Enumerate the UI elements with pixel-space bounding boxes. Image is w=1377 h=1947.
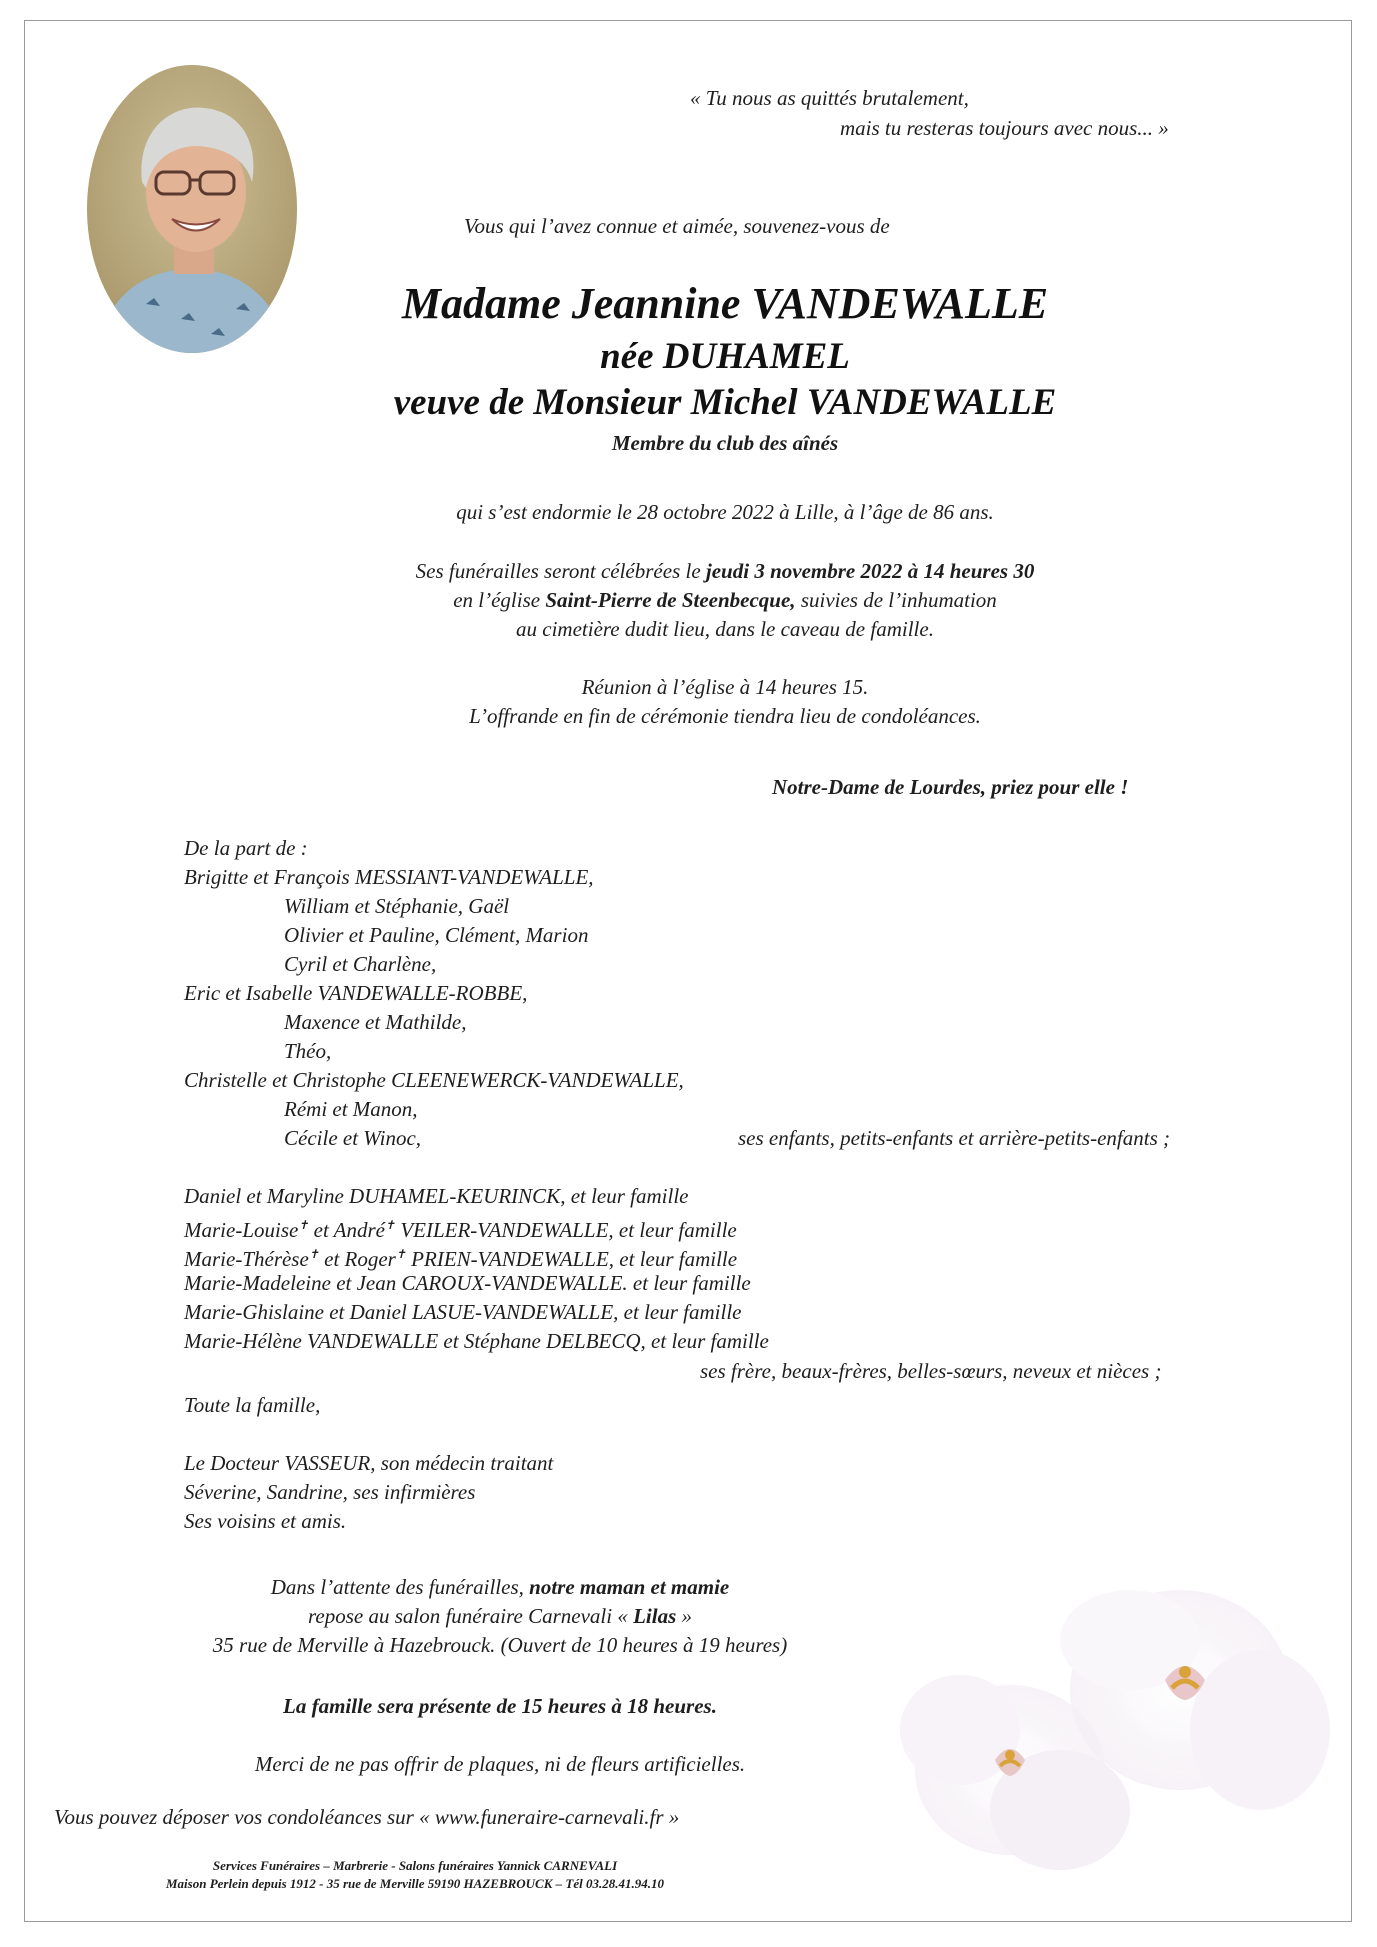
- family-member-line: Maxence et Mathilde,: [284, 1010, 467, 1034]
- sibling-3: Marie-Thérèse✝ et Roger✝ PRIEN-VANDEWALLE, et leur famille: [184, 1247, 738, 1271]
- children-label: ses enfants, petits-enfants et arrière-petits-enfants ;: [738, 1126, 1170, 1150]
- epitaph: [690, 83, 1250, 143]
- rest-line-2: repose au salon funéraire Carnevali « Lilas »: [307, 1604, 692, 1628]
- family-member-line: Rémi et Manon,: [284, 1097, 418, 1121]
- no-flowers: Merci de ne pas offrir de plaques, ni de fleurs artificielles.: [254, 1752, 746, 1776]
- family-presence: La famille sera présente de 15 heures à 18 heures.: [283, 1694, 717, 1718]
- salon-name: Lilas: [633, 1604, 677, 1628]
- footer-line-2: Maison Perlein depuis 1912 - 35 rue de Merville 59190 HAZEBROUCK – Tél 03.28.41.94.10: [166, 1876, 664, 1891]
- meeting-line-2: L’offrande en fin de cérémonie tiendra lieu de condoléances.: [469, 704, 981, 728]
- maiden-name: née DUHAMEL: [600, 336, 850, 377]
- funeral-line-1: Ses funérailles seront célébrées le jeudi 3 novembre 2022 à 14 heures 30: [415, 559, 1035, 583]
- family-member-line: William et Stéphanie, Gaël: [284, 894, 510, 918]
- sibling-6: Marie-Hélène VANDEWALLE et Stéphane DELBECQ, et leur famille: [184, 1329, 769, 1353]
- sibling-5: Marie-Ghislaine et Daniel LASUE-VANDEWALLE, et leur famille: [184, 1300, 742, 1324]
- family-member-line: Olivier et Pauline, Clément, Marion: [284, 923, 589, 947]
- cross-icon: ✝: [395, 1247, 406, 1261]
- cross-icon: ✝: [308, 1247, 319, 1261]
- funeral-church: Saint-Pierre de Steenbecque,: [545, 588, 796, 612]
- family-member-line: Brigitte et François MESSIANT-VANDEWALLE,: [184, 865, 594, 889]
- sibling-2: Marie-Louise✝ et André✝ VEILER-VANDEWALLE, et leur famille: [184, 1218, 737, 1242]
- deceased-name: Madame Jeannine VANDEWALLE: [401, 279, 1049, 328]
- prayer: Notre-Dame de Lourdes, priez pour elle !: [772, 775, 1129, 799]
- footer-line-1: Services Funéraires – Marbrerie - Salons funéraires Yannick CARNEVALI: [212, 1858, 618, 1873]
- condolences-line: Vous pouvez déposer vos condoléances sur « www.funeraire-carnevali.fr »: [54, 1805, 680, 1829]
- cross-icon: ✝: [385, 1218, 396, 1232]
- sibling-1: Daniel et Maryline DUHAMEL-KEURINCK, et leur famille: [184, 1184, 689, 1208]
- other-2: Séverine, Sandrine, ses infirmières: [184, 1480, 476, 1504]
- intro-line: Vous qui l’avez connue et aimée, souvenez-vous de: [464, 214, 890, 238]
- funeral-date: jeudi 3 novembre 2022 à 14 heures 30: [705, 559, 1035, 583]
- rest-family: notre maman et mamie: [529, 1575, 730, 1599]
- family-member-line: Christelle et Christophe CLEENEWERCK-VANDEWALLE,: [184, 1068, 684, 1092]
- rest-line-1: Dans l’attente des funérailles, notre maman et mamie: [270, 1575, 730, 1599]
- rest-line-3: 35 rue de Merville à Hazebrouck. (Ouvert de 10 heures à 19 heures): [212, 1633, 788, 1657]
- death-notice: qui s’est endormie le 28 octobre 2022 à Lille, à l’âge de 86 ans.: [456, 500, 994, 524]
- cross-icon: ✝: [298, 1218, 309, 1232]
- all-family: Toute la famille,: [184, 1393, 321, 1417]
- other-1: Le Docteur VASSEUR, son médecin traitant: [184, 1451, 554, 1475]
- family-member-line: Eric et Isabelle VANDEWALLE-ROBBE,: [184, 981, 528, 1005]
- family-member-line: Théo,: [284, 1039, 332, 1063]
- funeral-line-3: au cimetière dudit lieu, dans le caveau de famille.: [516, 617, 934, 641]
- family-member-line: Cécile et Winoc,: [284, 1126, 422, 1150]
- epitaph-line-1: « Tu nous as quittés brutalement,: [690, 86, 969, 110]
- sibling-4: Marie-Madeleine et Jean CAROUX-VANDEWALLE. et leur famille: [184, 1271, 751, 1295]
- funeral-line-2: en l’église Saint-Pierre de Steenbecque, suivies de l’inhumation: [453, 588, 997, 612]
- family-intro: De la part de :: [184, 836, 308, 860]
- other-3: Ses voisins et amis.: [184, 1509, 347, 1533]
- family-member-line: Cyril et Charlène,: [284, 952, 437, 976]
- club-member: Membre du club des aînés: [611, 431, 839, 455]
- widow-of: veuve de Monsieur Michel VANDEWALLE: [393, 382, 1057, 423]
- footer: [130, 1857, 700, 1893]
- meeting-line-1: Réunion à l’église à 14 heures 15.: [581, 675, 869, 699]
- orchid-flowers: [900, 1580, 1340, 1910]
- siblings-label: ses frère, beaux-frères, belles-sœurs, neveux et nièces ;: [700, 1359, 1162, 1383]
- epitaph-line-2: mais tu resteras toujours avec nous... »: [840, 116, 1169, 140]
